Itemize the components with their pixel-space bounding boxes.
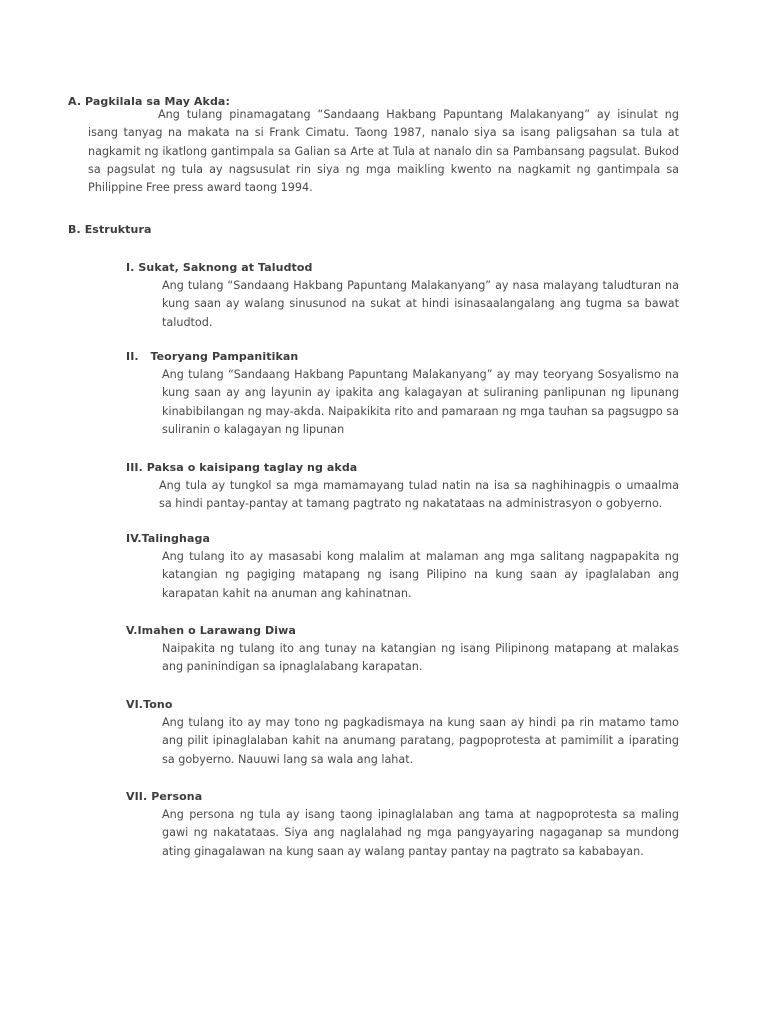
section-vi-heading: VI.Tono	[126, 698, 173, 711]
section-a-heading: A. Pagkilala sa May Akda:	[68, 95, 230, 108]
section-iii-heading: III. Paksa o kaisipang taglay ng akda	[126, 461, 358, 474]
section-v-heading: V.Imahen o Larawang Diwa	[126, 624, 296, 637]
section-a-text: Ang tulang pinamagatang “Sandaang Hakbang Papuntang Malakanyang” ay isinulat ng isang tanyag na makata na si Frank Cimatu. Taong 1987, nanalo siya sa isang paligsahan sa tula at nagkamit ng ikatlong gantimpala sa Galian sa Arte at Tula at nanalo din sa Pambansang pagsulat. Bukod sa pagsulat ng tula ay nagsusulat rin siya ng mga maikling kwento na nagkamit ng gantimpala sa Philippine Free press award taong 1994.	[88, 108, 679, 195]
section-iii-text: Ang tula ay tungkol sa mga mamamayang tulad natin na isa sa naghihinagpis o umaalma sa hindi pantay-pantay at tamang pagtrato ng nakatataas na administrasyon o gobyerno.	[159, 479, 679, 511]
section-i-text: Ang tulang “Sandaang Hakbang Papuntang Malakanyang” ay nasa malayang taludturan na kung saan ay walang sinusunod na sukat at hindi isinasaalangalang ang tugma sa bawat taludtod.	[162, 279, 679, 329]
section-iv-heading: IV.Talinghaga	[126, 532, 210, 545]
section-b-heading: B. Estruktura	[68, 223, 152, 236]
section-vii-heading: VII. Persona	[126, 790, 203, 803]
section-vi-text: Ang tulang ito ay may tono ng pagkadismaya na kung saan ay hindi pa rin matamo tamo ang pilit ipinaglalaban kahit na anumang paratang, pagpoprotesta at pamimilit a iparating sa gobyerno. Nauuwi lang sa wala ang lahat.	[162, 716, 679, 766]
section-i-heading: I. Sukat, Saknong at Taludtod	[126, 261, 313, 274]
section-ii-heading: II. Teoryang Pampanitikan	[126, 350, 299, 363]
section-vii-text: Ang persona ng tula ay isang taong ipinaglalaban ang tama at nagpoprotesta sa maling gawi ng nakatataas. Siya ang naglalahad ng mga pangyayaring nagaganap sa mundong ating ginagalawan na kung saan ay walang pantay pantay na pagtrato sa kababayan.	[162, 808, 679, 858]
section-iv-text: Ang tulang ito ay masasabi kong malalim at malaman ang mga salitang nagpapakita ng katangian ng pagiging matapang ng isang Pilipino na kung saan ay ipaglalaban ang karapatan kahit na anuman ang kahinatnan.	[162, 550, 679, 600]
section-v-text: Naipakita ng tulang ito ang tunay na katangian ng isang Pilipinong matapang at malakas ang paninindigan sa ipnaglalabang karapatan.	[162, 642, 679, 674]
section-ii-text: Ang tulang “Sandaang Hakbang Papuntang Malakanyang” ay may teoryang Sosyalismo na kung saan ay ang layunin ay ipakita ang kalagayan at suliraning panlipunan ng lipunang kinabibilangan ng may-akda. Naipakikita rito and pamaraan ng mga tauhan sa pagsugpo sa suliranin o kalagayan ng lipunan	[162, 368, 679, 436]
